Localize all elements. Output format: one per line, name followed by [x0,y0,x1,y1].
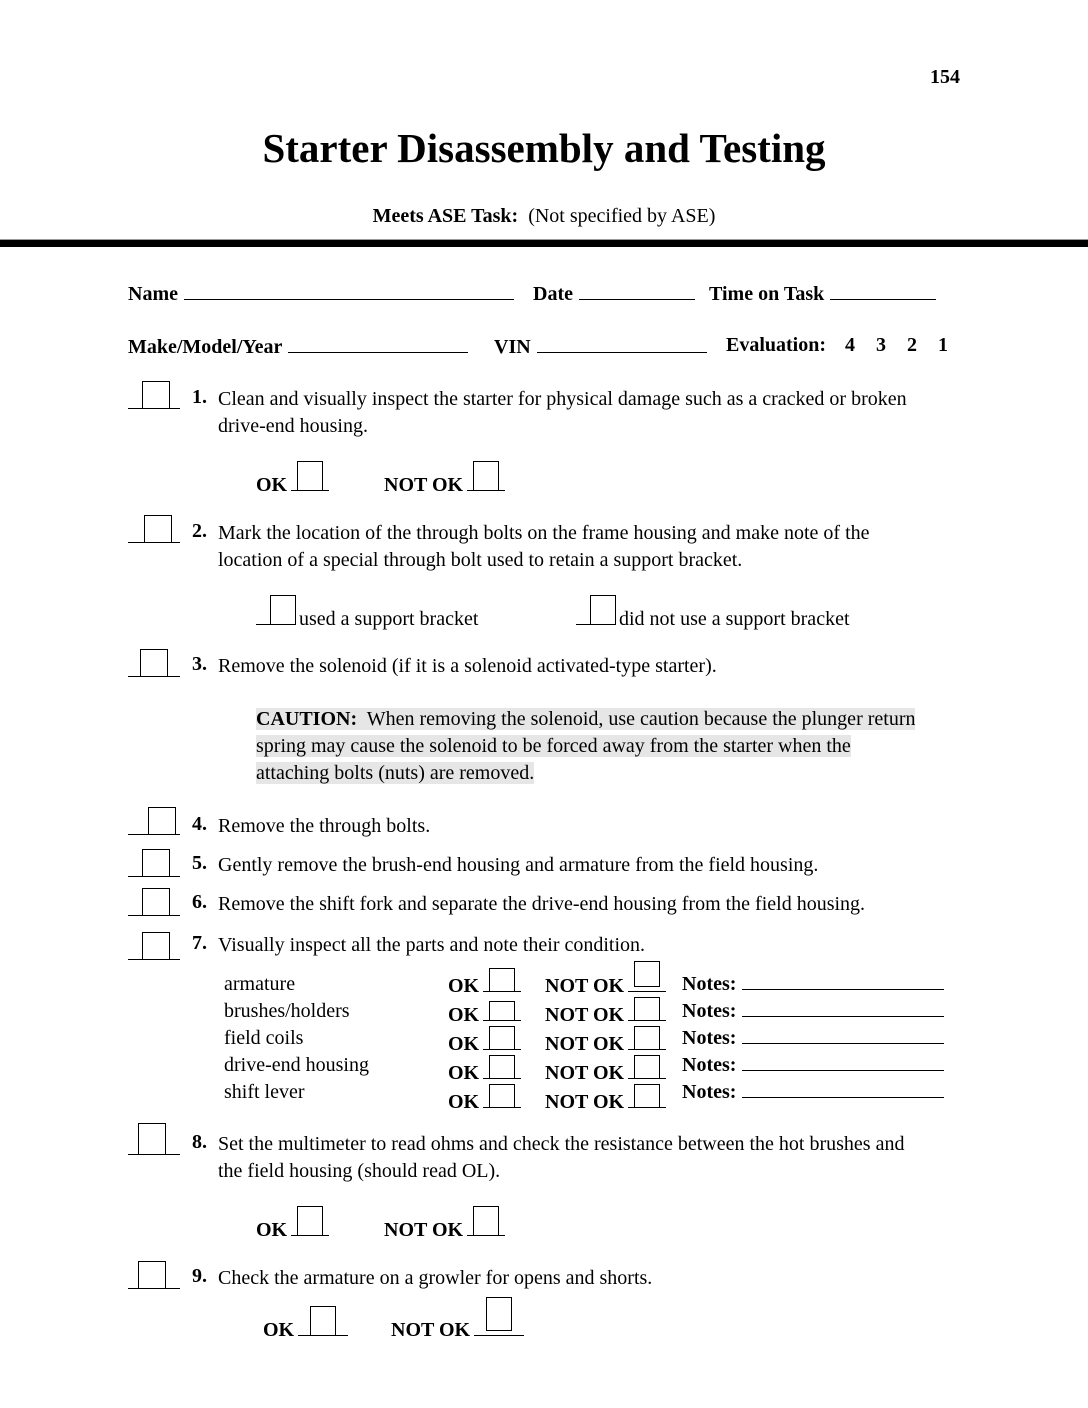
step-5-text: Gently remove the brush-end housing and armature from the field housing. [218,854,819,876]
checkbox-icon [148,807,176,835]
step-2-text: Mark the location of the through bolts on the frame housing and make note of the location of a special through bolt used to retain a support bracket. [218,522,870,571]
ok-checkbox[interactable] [483,1087,521,1108]
part-row-notes[interactable]: Notes: [682,971,944,998]
part-row-notes[interactable]: Notes: [682,1025,944,1052]
no-bracket-checkbox[interactable] [576,598,614,625]
checkbox-icon [634,961,660,987]
step-8-number: 8. [192,1131,207,1153]
time-on-task-label: Time on Task [709,283,825,305]
not-ok-checkbox[interactable] [467,1209,505,1236]
evaluation-score-1[interactable]: 1 [938,334,949,356]
step-2-option-no-bracket[interactable]: did not use a support bracket [576,598,850,633]
checkbox-icon [489,1084,515,1108]
checkbox-icon [473,461,499,491]
step-4-text: Remove the through bolts. [218,815,431,837]
ok-checkbox[interactable] [298,1309,348,1336]
part-brushes-holders: brushes/holders [224,1000,350,1022]
checkbox-icon [489,1026,515,1050]
not-ok-checkbox[interactable] [467,464,505,491]
step-4-checkbox[interactable] [128,804,180,835]
evaluation-score-3[interactable]: 3 [876,334,887,356]
make-model-year-label: Make/Model/Year [128,336,283,358]
name-blank[interactable] [184,281,514,300]
notes-blank[interactable] [742,971,944,990]
notes-blank[interactable] [742,1079,944,1098]
used-bracket-checkbox[interactable] [256,598,294,625]
checkbox-icon [297,461,323,491]
part-row-ok[interactable]: OK [448,1087,521,1116]
step-9-not-ok-option[interactable]: NOT OK [391,1309,524,1342]
vin-label: VIN [494,336,531,358]
checkbox-icon [140,649,168,677]
step-9-ok-option[interactable]: OK [263,1309,348,1342]
ok-checkbox[interactable] [291,464,329,491]
checkbox-icon [142,381,170,409]
part-row-not-ok[interactable]: NOT OK [545,1029,666,1058]
time-on-task-field[interactable] [709,281,936,306]
checkbox-icon [634,1026,660,1050]
step-2-checkbox[interactable] [128,512,180,543]
parts-not-ok-column [545,971,666,1116]
step-9-text: Check the armature on a growler for opens and shorts. [218,1267,653,1289]
make-model-year-field[interactable] [128,334,468,359]
part-row-not-ok[interactable]: NOT OK [545,1058,666,1087]
step-6-checkbox[interactable] [128,885,180,916]
part-row-not-ok[interactable]: NOT OK [545,1087,666,1116]
vin-blank[interactable] [537,334,707,353]
checkbox-icon [634,997,660,1021]
page-number: 154 [930,66,960,88]
page-title: Starter Disassembly and Testing [262,125,826,171]
date-field[interactable] [533,281,695,306]
part-field-coils: field coils [224,1027,304,1049]
ase-task-label: Meets ASE Task: [372,205,519,227]
part-row-ok[interactable]: OK [448,1058,521,1087]
checkbox-icon [489,968,515,992]
not-ok-checkbox[interactable] [628,1087,666,1108]
step-7-number: 7. [192,932,207,954]
notes-blank[interactable] [742,1052,944,1071]
evaluation-label: Evaluation: [726,334,827,356]
step-1-checkbox[interactable] [128,378,180,409]
part-row-notes[interactable]: Notes: [682,1079,944,1106]
step-7-checkbox[interactable] [128,929,180,960]
parts-list [224,971,369,1106]
checkbox-icon [310,1306,336,1336]
checkbox-icon [634,1084,660,1108]
not-ok-checkbox[interactable] [628,1000,666,1021]
part-row-not-ok[interactable]: NOT OK [545,1000,666,1029]
name-label: Name [128,283,178,305]
checkbox-icon [489,1055,515,1079]
part-row-not-ok[interactable]: NOT OK [545,971,666,1000]
evaluation-score-4[interactable]: 4 [845,334,856,356]
checkbox-icon [486,1297,512,1331]
step-1-ok-option[interactable]: OK [256,464,329,497]
date-blank[interactable] [579,281,695,300]
ok-checkbox[interactable] [483,1029,521,1050]
name-field[interactable] [128,281,514,306]
ok-checkbox[interactable] [483,1000,521,1021]
ok-checkbox[interactable] [483,971,521,992]
evaluation-score-2[interactable]: 2 [907,334,918,356]
checkbox-icon [473,1206,499,1236]
step-4-number: 4. [192,813,207,835]
part-drive-end-housing: drive-end housing [224,1054,369,1076]
ok-checkbox[interactable] [483,1058,521,1079]
step-8-checkbox[interactable] [128,1124,180,1155]
part-row-ok[interactable]: OK [448,971,521,1000]
step-1-text: Clean and visually inspect the starter for physical damage such as a cracked or broken drive-end housing. [218,388,907,437]
caution-label: CAUTION: [256,708,358,730]
checkbox-icon [270,595,296,625]
caution-note: CAUTION: When removing the solenoid, use caution because the plunger return spring may cause the solenoid to be forced away from the starter when the attaching bolts (nuts) are removed. [256,708,916,784]
ok-checkbox[interactable] [291,1209,329,1236]
notes-blank[interactable] [742,1025,944,1044]
checkbox-icon [142,849,170,877]
part-armature: armature [224,973,296,995]
part-row-notes[interactable]: Notes: [682,1052,944,1079]
make-model-year-blank[interactable] [288,334,468,353]
part-shift-lever: shift lever [224,1081,305,1103]
step-5-checkbox[interactable] [128,846,180,877]
step-8-not-ok-option[interactable]: NOT OK [384,1209,505,1242]
part-row-ok[interactable]: OK [448,1029,521,1058]
checkbox-icon [138,1123,166,1155]
not-ok-checkbox[interactable] [474,1309,524,1336]
step-5-number: 5. [192,852,207,874]
step-6-text: Remove the shift fork and separate the drive-end housing from the field housing. [218,893,866,915]
parts-notes-column [682,971,944,1106]
step-1-number: 1. [192,386,207,408]
checkbox-icon [489,1001,515,1021]
step-9-checkbox[interactable] [128,1258,180,1289]
step-6-number: 6. [192,891,207,913]
checkbox-icon [138,1261,166,1289]
checkbox-icon [634,1055,660,1079]
step-1-not-ok-option[interactable]: NOT OK [384,464,505,497]
checkbox-icon [142,932,170,960]
step-2-option-used-bracket[interactable]: used a support bracket [256,598,478,633]
checkbox-icon [144,515,172,543]
evaluation-field [726,334,948,357]
not-ok-checkbox[interactable] [628,1058,666,1079]
ase-task-line [0,205,1088,228]
ase-task-value: (Not specified by ASE) [528,205,716,227]
step-3-number: 3. [192,653,207,675]
time-on-task-blank[interactable] [830,281,936,300]
part-row-ok[interactable]: OK [448,1000,521,1029]
date-label: Date [533,283,573,305]
step-3-text: Remove the solenoid (if it is a solenoid activated-type starter). [218,655,717,677]
header-divider [0,239,1088,247]
checkbox-icon [590,595,616,625]
step-8-text: Set the multimeter to read ohms and check the resistance between the hot brushes and the field housing (should read OL). [218,1133,905,1182]
part-row-notes[interactable]: Notes: [682,998,944,1025]
step-2-number: 2. [192,520,207,542]
vin-field[interactable] [494,334,707,359]
not-ok-checkbox[interactable] [628,1029,666,1050]
checkbox-icon [297,1206,323,1236]
parts-ok-column [448,971,521,1116]
step-3-checkbox[interactable] [128,646,180,677]
not-ok-checkbox[interactable] [628,971,666,992]
notes-blank[interactable] [742,998,944,1017]
step-8-ok-option[interactable]: OK [256,1209,329,1242]
step-7-text: Visually inspect all the parts and note their condition. [218,934,646,956]
checkbox-icon [142,888,170,916]
step-9-number: 9. [192,1265,207,1287]
